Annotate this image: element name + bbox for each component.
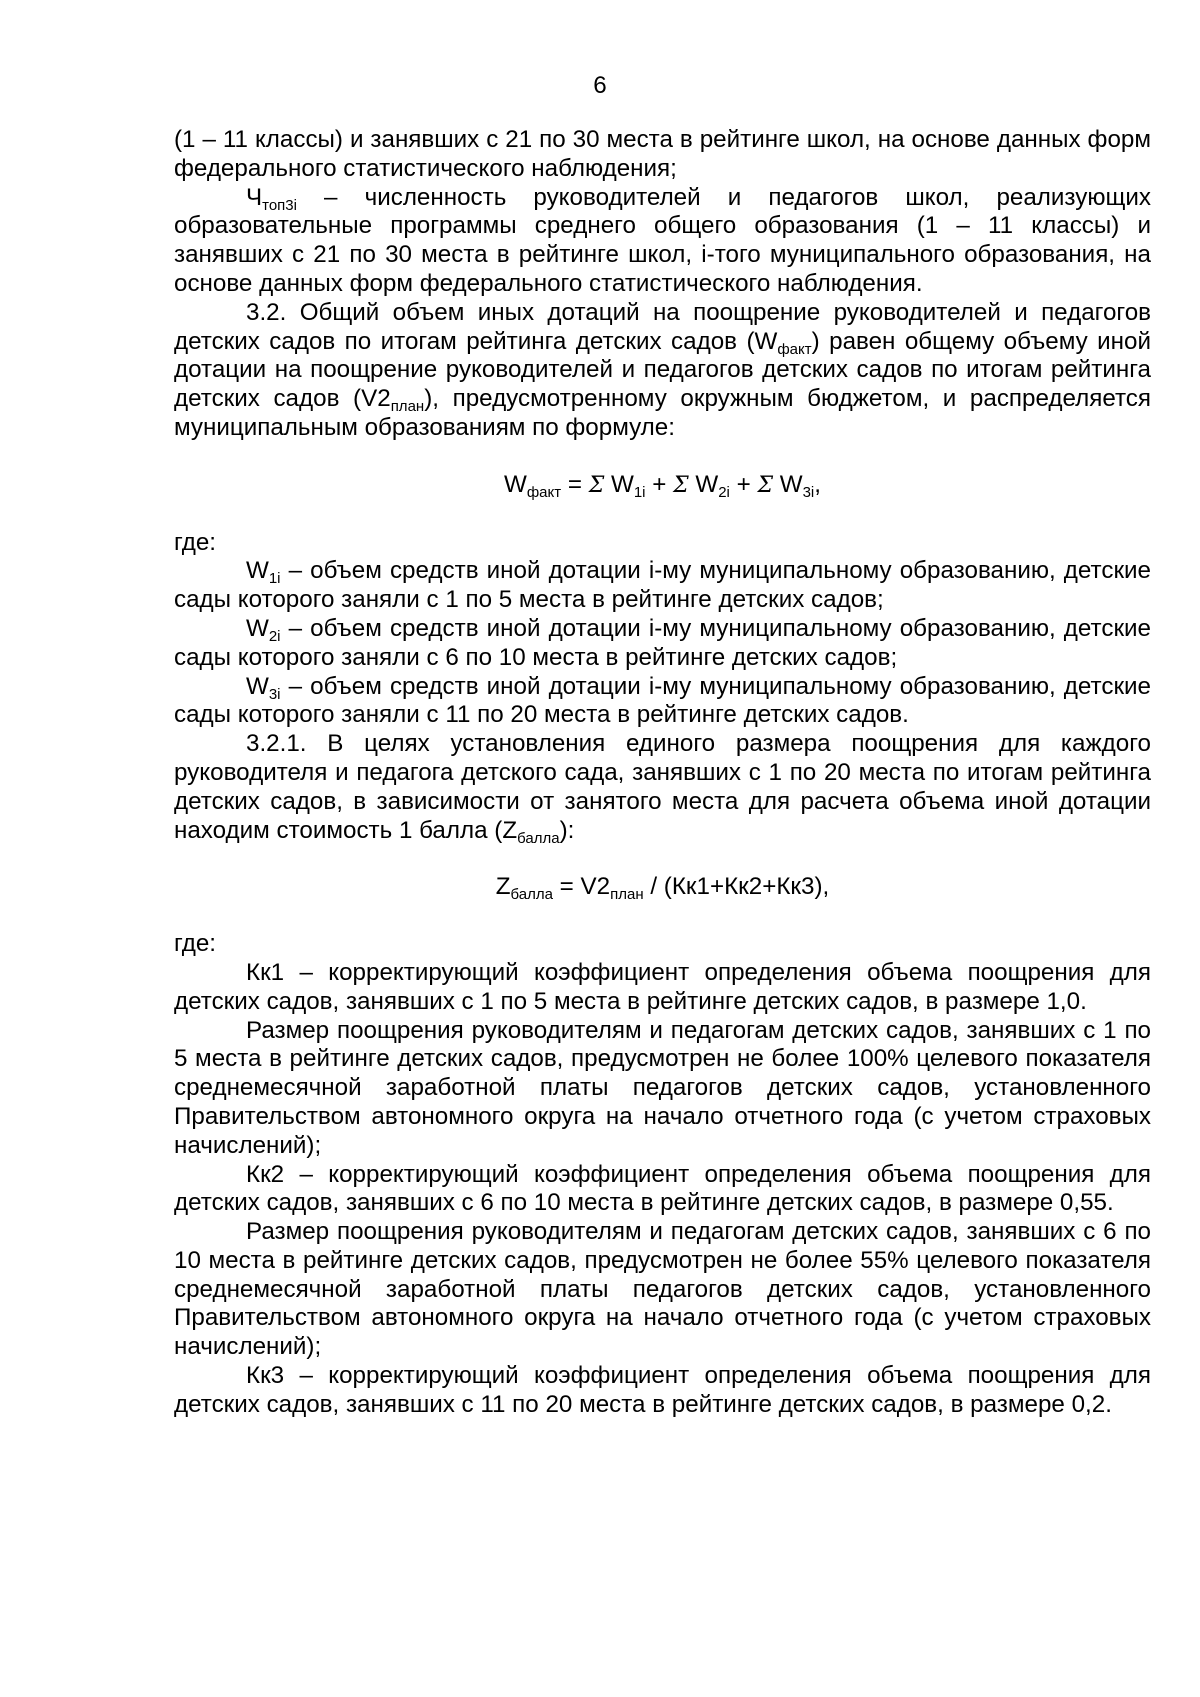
- subscript: план: [390, 398, 425, 416]
- subscript: факт: [526, 483, 562, 501]
- paragraph-w3i: [174, 673, 1151, 731]
- paragraph-kk3: Кк3 – корректирующий коэффициент определения объема поощрения для детских садов, занявших с 11 по 20 места в рейтинге детских садов, в размере 0,2.: [174, 1362, 1151, 1418]
- paragraph-3-2-1: [174, 730, 1151, 845]
- paragraph-text: – объем средств иной дотации i-му муниципальному образованию, детские сады которого заняли с 6 по 10 места в рейтинге детских садов;: [174, 614, 1151, 671]
- formula-text: ,: [814, 470, 822, 498]
- sigma-symbol: Σ: [757, 472, 774, 498]
- document-body: [174, 126, 1151, 1420]
- symbol: W: [246, 614, 269, 642]
- formula-text: / (Кк1+Кк2+Кк3),: [643, 873, 830, 901]
- paragraph-ch-top3i: [174, 184, 1151, 299]
- formula-text: Z: [495, 873, 511, 901]
- formula-w-fact: [174, 471, 1151, 501]
- paragraph-kk2: Кк2 – корректирующий коэффициент определения объема поощрения для детских садов, занявших с 6 по 10 места в рейтинге детских садов, в размере 0,55.: [174, 1160, 1151, 1217]
- subscript: 3i: [268, 685, 281, 703]
- paragraph-text: ):: [559, 816, 575, 844]
- symbol: W: [246, 672, 269, 700]
- formula-text: W: [688, 470, 719, 498]
- subscript: 1i: [633, 483, 646, 501]
- paragraph-size2: Размер поощрения руководителям и педагогам детских садов, занявших с 6 по 10 места в рейтинге детских садов, предусмотрен не более 55% целевого показателя среднемесячной заработной платы педагогов детских садов, установленного Правительством автономного округа на начало отчетного года (с учетом страховых начислений);: [174, 1218, 1151, 1361]
- where-label: где:: [174, 528, 217, 556]
- formula-text: =: [561, 470, 589, 498]
- where-label: где:: [174, 930, 217, 958]
- paragraph-text: – объем средств иной дотации i-му муниципальному образованию, детские сады которого заняли с 1 по 5 места в рейтинге детских садов;: [174, 557, 1151, 614]
- formula-z-balla: [174, 873, 1151, 902]
- paragraph-text: 3.2. Общий объем иных дотаций на поощрение руководителей и педагогов детских садов по итогам рейтинга детских садов (W: [174, 298, 1151, 355]
- subscript: 3i: [802, 483, 815, 501]
- subscript: 1i: [268, 570, 281, 588]
- formula-text: = V2: [552, 873, 611, 901]
- subscript: план: [610, 886, 644, 904]
- paragraph-text: 3.2.1. В целях установления единого размера поощрения для каждого руководителя и педагога детского сада, занявших с 1 по 20 места по итогам рейтинга детских садов, в зависимости от занятого места для расчета объема иной дотации находим стоимость 1 балла (Z: [174, 730, 1151, 844]
- subscript: балла: [510, 886, 553, 904]
- sigma-symbol: Σ: [588, 472, 605, 498]
- formula-text: W: [604, 470, 634, 498]
- subscript: 2i: [718, 483, 730, 501]
- paragraph-text: ) равен общему объему иной дотации на поощрение руководителей и педагогов детских садов по итогам рейтинга детских садов (V2: [174, 327, 1151, 413]
- paragraph-w1i: [174, 557, 1151, 615]
- paragraph-text: ), предусмотренному окружным бюджетом, и распределяется муниципальным образованиям по формуле:: [174, 385, 1151, 441]
- paragraph-kk1: Кк1 – корректирующий коэффициент определения объема поощрения для детских садов, занявших с 1 по 5 места в рейтинге детских садов, в размере 1,0.: [174, 958, 1151, 1015]
- subscript: факт: [777, 340, 812, 358]
- subscript: 2i: [268, 627, 281, 645]
- paragraph: (1 – 11 классы) и занявших с 21 по 30 места в рейтинге школ, на основе данных форм федерального статистического наблюдения;: [174, 126, 1151, 182]
- paragraph-text: – численность руководителей и педагогов школ, реализующих образовательные программы среднего общего образования (1 – 11 классы) и занявших с 21 по 30 места в рейтинге школ, i-того муниципального образования, на основе данных форм федерального статистического наблюдения.: [174, 183, 1151, 297]
- formula-text: +: [729, 470, 758, 498]
- paragraph-3-2: [174, 299, 1151, 443]
- formula-text: +: [645, 470, 674, 498]
- subscript: балла: [517, 829, 560, 847]
- formula-text: W: [503, 470, 527, 498]
- page-number: 6: [593, 72, 607, 99]
- symbol: Ч: [246, 183, 263, 211]
- paragraph-text: – объем средств иной дотации i-му муниципальному образованию, детские сады которого заняли с 11 по 20 места в рейтинге детских садов.: [174, 672, 1151, 729]
- formula-text: W: [773, 470, 803, 498]
- symbol-subscript: топ3i: [262, 196, 297, 214]
- symbol: W: [246, 557, 269, 585]
- sigma-symbol: Σ: [673, 472, 689, 498]
- paragraph-w2i: [174, 615, 1151, 673]
- paragraph-size1: Размер поощрения руководителям и педагогам детских садов, занявших с 1 по 5 места в рейтинге детских садов, предусмотрен не более 100% целевого показателя среднемесячной заработной платы педагогов детских садов, установленного Правительством автономного округа на начало отчетного года (с учетом страховых начислений);: [174, 1016, 1151, 1159]
